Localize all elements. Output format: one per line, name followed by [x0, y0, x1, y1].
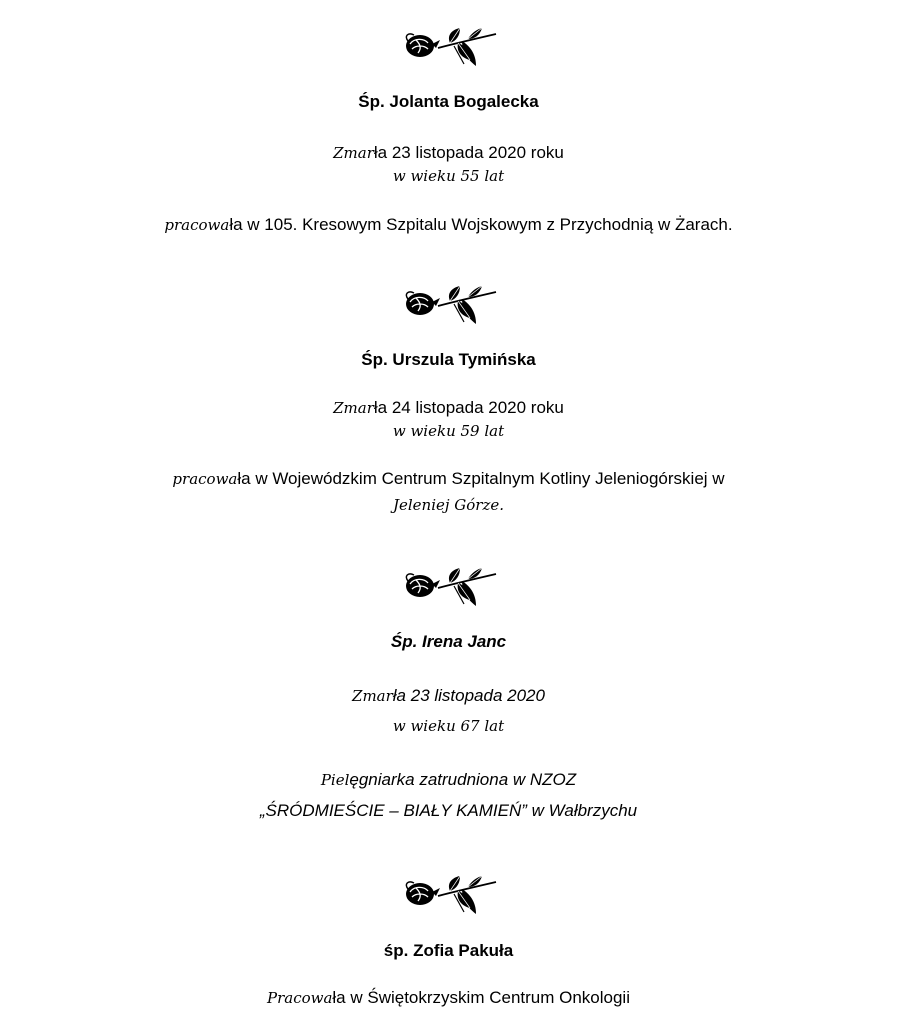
rose-icon — [398, 874, 498, 918]
entry-3-death-rest: ła 23 listopada 2020 — [392, 686, 545, 705]
entry-1-death-rest: ła 23 listopada 2020 roku — [373, 143, 564, 162]
entry-3-age: w wieku 67 lat — [392, 717, 505, 735]
entry-2-work-prefix: pracowa — [172, 470, 238, 488]
entry-3-work-line2: „ŚRÓDMIEŚCIE – BIAŁY KAMIEŃ” w Wałbrzychu — [259, 801, 638, 820]
entry-2-death-prefix: Zmar — [333, 399, 374, 417]
rose-icon — [398, 26, 498, 70]
entry-1-death-prefix: Zmar — [333, 144, 374, 162]
entry-1-work-line — [0, 215, 897, 235]
entry-3-death-line — [0, 686, 897, 706]
entry-2-work-rest: ła w Wojewódzkim Centrum Szpitalnym Kotliny Jeleniogórskiej w — [237, 469, 725, 488]
rose-icon — [398, 284, 498, 328]
entry-2-death-line — [0, 398, 897, 418]
entry-4-work-rest: ła w Świętokrzyskim Centrum Onkologii — [332, 988, 630, 1007]
entry-2-work-line — [0, 469, 897, 489]
entry-2-age: w wieku 59 lat — [392, 422, 505, 440]
entry-3-name: Śp. Irena Janc — [390, 632, 507, 651]
entry-4-name: śp. Zofia Pakuła — [383, 941, 514, 960]
rose-icon — [398, 566, 498, 610]
entry-2-name: Śp. Urszula Tymińska — [361, 350, 536, 369]
entry-3-work-rest: ęgniarka zatrudniona w NZOZ — [349, 770, 577, 789]
entry-1-death-line — [0, 143, 897, 163]
entry-4-work-prefix: Pracowa — [266, 989, 333, 1007]
entry-1-work-rest: ła w 105. Kresowym Szpitalu Wojskowym z Przychodnią w Żarach. — [229, 215, 733, 234]
entry-1-name: Śp. Jolanta Bogalecka — [358, 92, 539, 111]
entry-4-work-line — [0, 988, 897, 1008]
entry-1-age: w wieku 55 lat — [392, 167, 505, 185]
entry-2-work-line2: Jeleniej Górze. — [392, 496, 505, 514]
entry-3-death-prefix: Zmar — [352, 687, 393, 705]
entry-3-work-line — [0, 770, 897, 790]
entry-3-work-prefix: Piel — [320, 771, 350, 789]
entry-2-death-rest: ła 24 listopada 2020 roku — [373, 398, 564, 417]
entry-1-work-prefix: pracowa — [164, 216, 230, 234]
